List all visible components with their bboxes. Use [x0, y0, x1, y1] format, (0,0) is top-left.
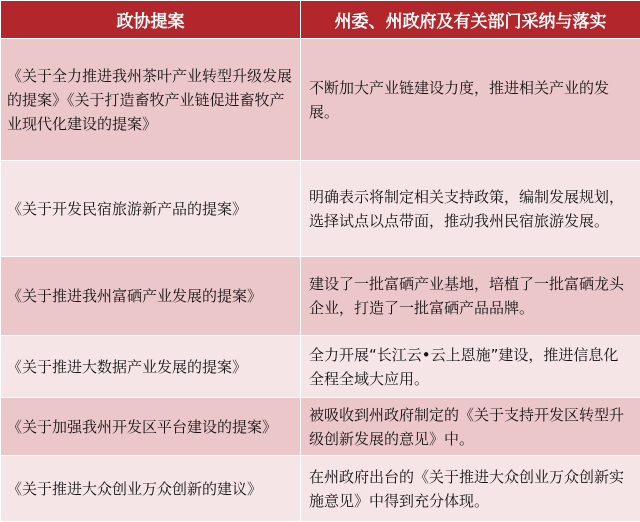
table-row	[1, 161, 640, 257]
adoption-cell: 明确表示将制定相关支持政策，编制发展规划，选择试点以点带面，推动我州民宿旅游发展。	[301, 161, 640, 257]
table-row	[1, 456, 640, 522]
table-row	[1, 398, 640, 456]
adoption-cell: 在州政府出台的《关于推进大众创业万众创新实施意见》中得到充分体现。	[301, 456, 640, 522]
table-row	[1, 257, 640, 336]
adoption-cell: 不断加大产业链建设力度，推进相关产业的发展。	[301, 39, 640, 161]
header-adoption: 州委、州政府及有关部门采纳与落实	[301, 1, 640, 39]
proposal-cell: 《关于开发民宿旅游新产品的提案》	[1, 161, 301, 257]
header-proposal: 政协提案	[1, 1, 301, 39]
adoption-cell: 建设了一批富硒产业基地，培植了一批富硒龙头企业，打造了一批富硒产品品牌。	[301, 257, 640, 336]
proposal-cell: 《关于加强我州开发区平台建设的提案》	[1, 398, 301, 456]
proposal-cell: 《关于推进我州富硒产业发展的提案》	[1, 257, 301, 336]
proposal-cell: 《关于全力推进我州茶叶产业转型升级发展的提案》《关于打造畜牧产业链促进畜牧产业现代化建设的提案》	[1, 39, 301, 161]
table-row	[1, 39, 640, 161]
proposal-cell: 《关于推进大众创业万众创新的建议》	[1, 456, 301, 522]
adoption-cell: 被吸收到州政府制定的《关于支持开发区转型升级创新发展的意见》中。	[301, 398, 640, 456]
proposal-cell: 《关于推进大数据产业发展的提案》	[1, 336, 301, 398]
table-header-row	[1, 1, 640, 39]
adoption-cell: 全力开展“长江云•云上恩施”建设，推进信息化全程全域大应用。	[301, 336, 640, 398]
table-row	[1, 336, 640, 398]
